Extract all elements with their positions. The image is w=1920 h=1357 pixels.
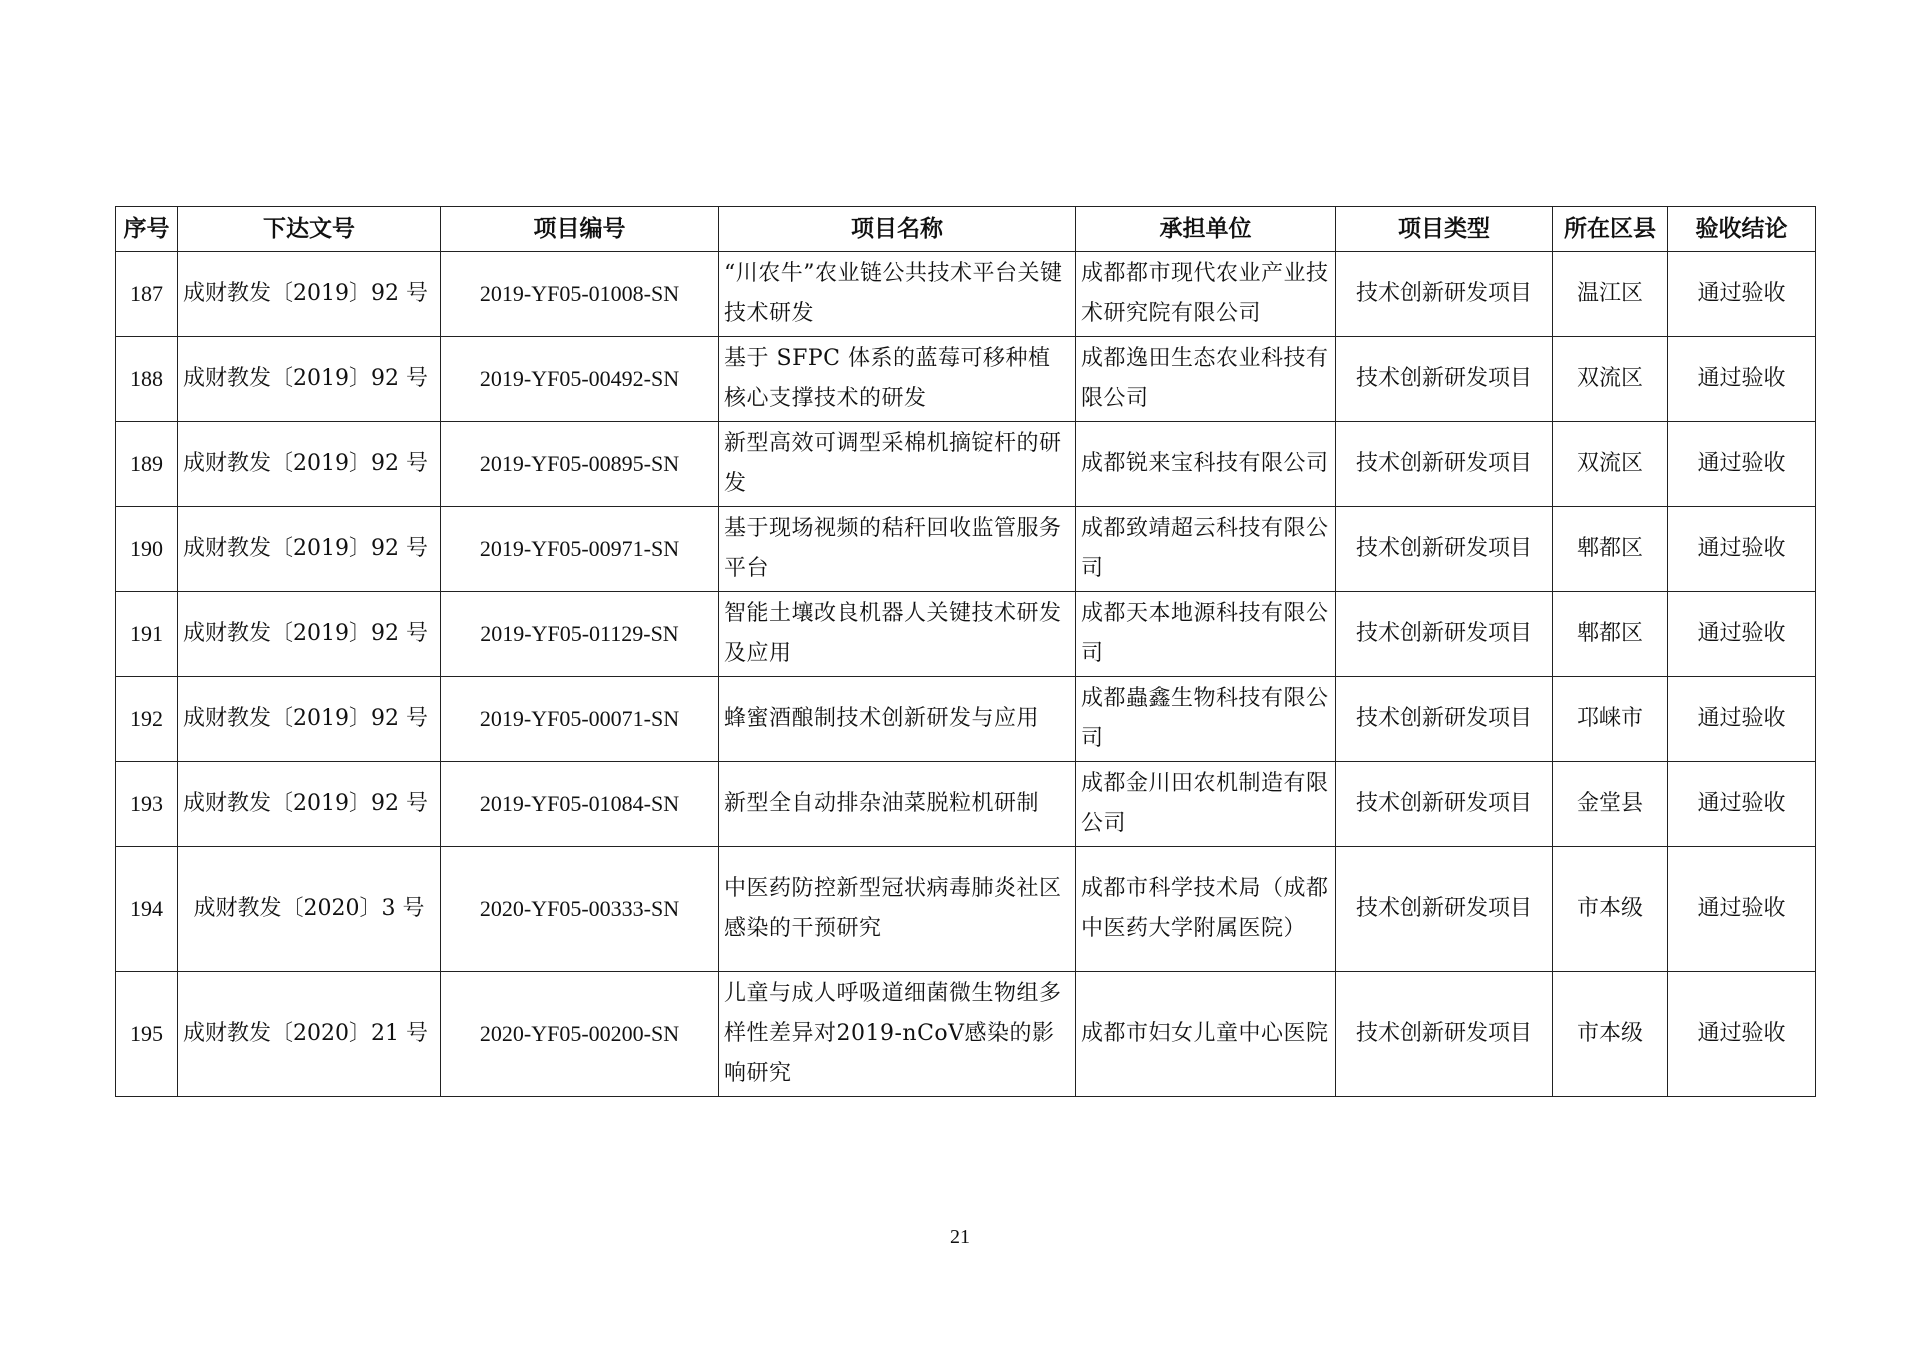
table-row — [116, 507, 1816, 592]
row-project-code: 2019-YF05-00971-SN — [441, 507, 719, 592]
table-row — [116, 677, 1816, 762]
row-document-number: 成财教发〔2019〕92 号 — [178, 762, 441, 847]
table-row — [116, 847, 1816, 972]
row-project-name: 基于 SFPC 体系的蓝莓可移种植核心支撑技术的研发 — [719, 337, 1076, 422]
row-district: 双流区 — [1553, 422, 1668, 507]
row-project-code: 2019-YF05-01129-SN — [441, 592, 719, 677]
row-unit: 成都天本地源科技有限公司 — [1076, 592, 1336, 677]
row-project-code: 2020-YF05-00200-SN — [441, 972, 719, 1097]
row-number: 192 — [116, 677, 178, 762]
table-row — [116, 337, 1816, 422]
row-project-type: 技术创新研发项目 — [1336, 972, 1553, 1097]
row-project-code: 2019-YF05-00895-SN — [441, 422, 719, 507]
row-document-number: 成财教发〔2019〕92 号 — [178, 337, 441, 422]
row-result: 通过验收 — [1668, 252, 1816, 337]
row-document-number: 成财教发〔2019〕92 号 — [178, 507, 441, 592]
row-result: 通过验收 — [1668, 677, 1816, 762]
table-header-row — [116, 207, 1816, 252]
row-unit: 成都致靖超云科技有限公司 — [1076, 507, 1336, 592]
row-document-number: 成财教发〔2019〕92 号 — [178, 592, 441, 677]
row-result: 通过验收 — [1668, 762, 1816, 847]
row-project-name: 儿童与成人呼吸道细菌微生物组多样性差异对2019-nCoV感染的影响研究 — [719, 972, 1076, 1097]
row-unit: 成都市科学技术局（成都中医药大学附属医院） — [1076, 847, 1336, 972]
row-document-number: 成财教发〔2019〕92 号 — [178, 252, 441, 337]
header-cell-result: 验收结论 — [1668, 207, 1816, 252]
row-number: 190 — [116, 507, 178, 592]
table-row — [116, 422, 1816, 507]
row-project-name: 中医药防控新型冠状病毒肺炎社区感染的干预研究 — [719, 847, 1076, 972]
row-district: 郫都区 — [1553, 592, 1668, 677]
row-project-type: 技术创新研发项目 — [1336, 422, 1553, 507]
row-number: 194 — [116, 847, 178, 972]
row-project-name: 新型高效可调型采棉机摘锭杆的研发 — [719, 422, 1076, 507]
row-project-name: 新型全自动排杂油菜脱粒机研制 — [719, 762, 1076, 847]
row-project-code: 2019-YF05-00071-SN — [441, 677, 719, 762]
row-unit: 成都锐来宝科技有限公司 — [1076, 422, 1336, 507]
row-project-name: 蜂蜜酒酿制技术创新研发与应用 — [719, 677, 1076, 762]
row-district: 市本级 — [1553, 847, 1668, 972]
table-row — [116, 592, 1816, 677]
project-acceptance-table — [115, 206, 1816, 1097]
row-number: 189 — [116, 422, 178, 507]
row-number: 187 — [116, 252, 178, 337]
table-row — [116, 762, 1816, 847]
row-project-name: 智能土壤改良机器人关键技术研发及应用 — [719, 592, 1076, 677]
row-project-type: 技术创新研发项目 — [1336, 847, 1553, 972]
row-project-type: 技术创新研发项目 — [1336, 507, 1553, 592]
row-project-code: 2019-YF05-01084-SN — [441, 762, 719, 847]
row-document-number: 成财教发〔2019〕92 号 — [178, 422, 441, 507]
row-project-type: 技术创新研发项目 — [1336, 592, 1553, 677]
row-number: 191 — [116, 592, 178, 677]
row-project-code: 2019-YF05-01008-SN — [441, 252, 719, 337]
row-number: 195 — [116, 972, 178, 1097]
header-cell-doc: 下达文号 — [178, 207, 441, 252]
header-cell-district: 所在区县 — [1553, 207, 1668, 252]
row-document-number: 成财教发〔2019〕92 号 — [178, 677, 441, 762]
row-result: 通过验收 — [1668, 592, 1816, 677]
header-cell-name: 项目名称 — [719, 207, 1076, 252]
header-cell-type: 项目类型 — [1336, 207, 1553, 252]
row-document-number: 成财教发〔2020〕3 号 — [178, 847, 441, 972]
row-unit: 成都都市现代农业产业技术研究院有限公司 — [1076, 252, 1336, 337]
row-result: 通过验收 — [1668, 422, 1816, 507]
row-project-type: 技术创新研发项目 — [1336, 252, 1553, 337]
row-unit: 成都市妇女儿童中心医院 — [1076, 972, 1336, 1097]
table-row — [116, 972, 1816, 1097]
row-project-name: “川农牛”农业链公共技术平台关键技术研发 — [719, 252, 1076, 337]
header-cell-code: 项目编号 — [441, 207, 719, 252]
row-district: 邛崃市 — [1553, 677, 1668, 762]
row-district: 金堂县 — [1553, 762, 1668, 847]
row-project-code: 2019-YF05-00492-SN — [441, 337, 719, 422]
row-result: 通过验收 — [1668, 337, 1816, 422]
row-district: 郫都区 — [1553, 507, 1668, 592]
row-result: 通过验收 — [1668, 507, 1816, 592]
row-result: 通过验收 — [1668, 847, 1816, 972]
row-number: 188 — [116, 337, 178, 422]
page-number: 21 — [950, 1226, 970, 1248]
table-row — [116, 252, 1816, 337]
row-project-type: 技术创新研发项目 — [1336, 677, 1553, 762]
row-project-code: 2020-YF05-00333-SN — [441, 847, 719, 972]
row-project-type: 技术创新研发项目 — [1336, 337, 1553, 422]
row-document-number: 成财教发〔2020〕21 号 — [178, 972, 441, 1097]
row-number: 193 — [116, 762, 178, 847]
row-district: 双流区 — [1553, 337, 1668, 422]
header-cell-unit: 承担单位 — [1076, 207, 1336, 252]
row-district: 温江区 — [1553, 252, 1668, 337]
row-unit: 成都金川田农机制造有限公司 — [1076, 762, 1336, 847]
row-project-name: 基于现场视频的秸秆回收监管服务平台 — [719, 507, 1076, 592]
row-unit: 成都逸田生态农业科技有限公司 — [1076, 337, 1336, 422]
row-district: 市本级 — [1553, 972, 1668, 1097]
row-result: 通过验收 — [1668, 972, 1816, 1097]
row-project-type: 技术创新研发项目 — [1336, 762, 1553, 847]
row-unit: 成都蟲鑫生物科技有限公司 — [1076, 677, 1336, 762]
header-cell-no: 序号 — [116, 207, 178, 252]
